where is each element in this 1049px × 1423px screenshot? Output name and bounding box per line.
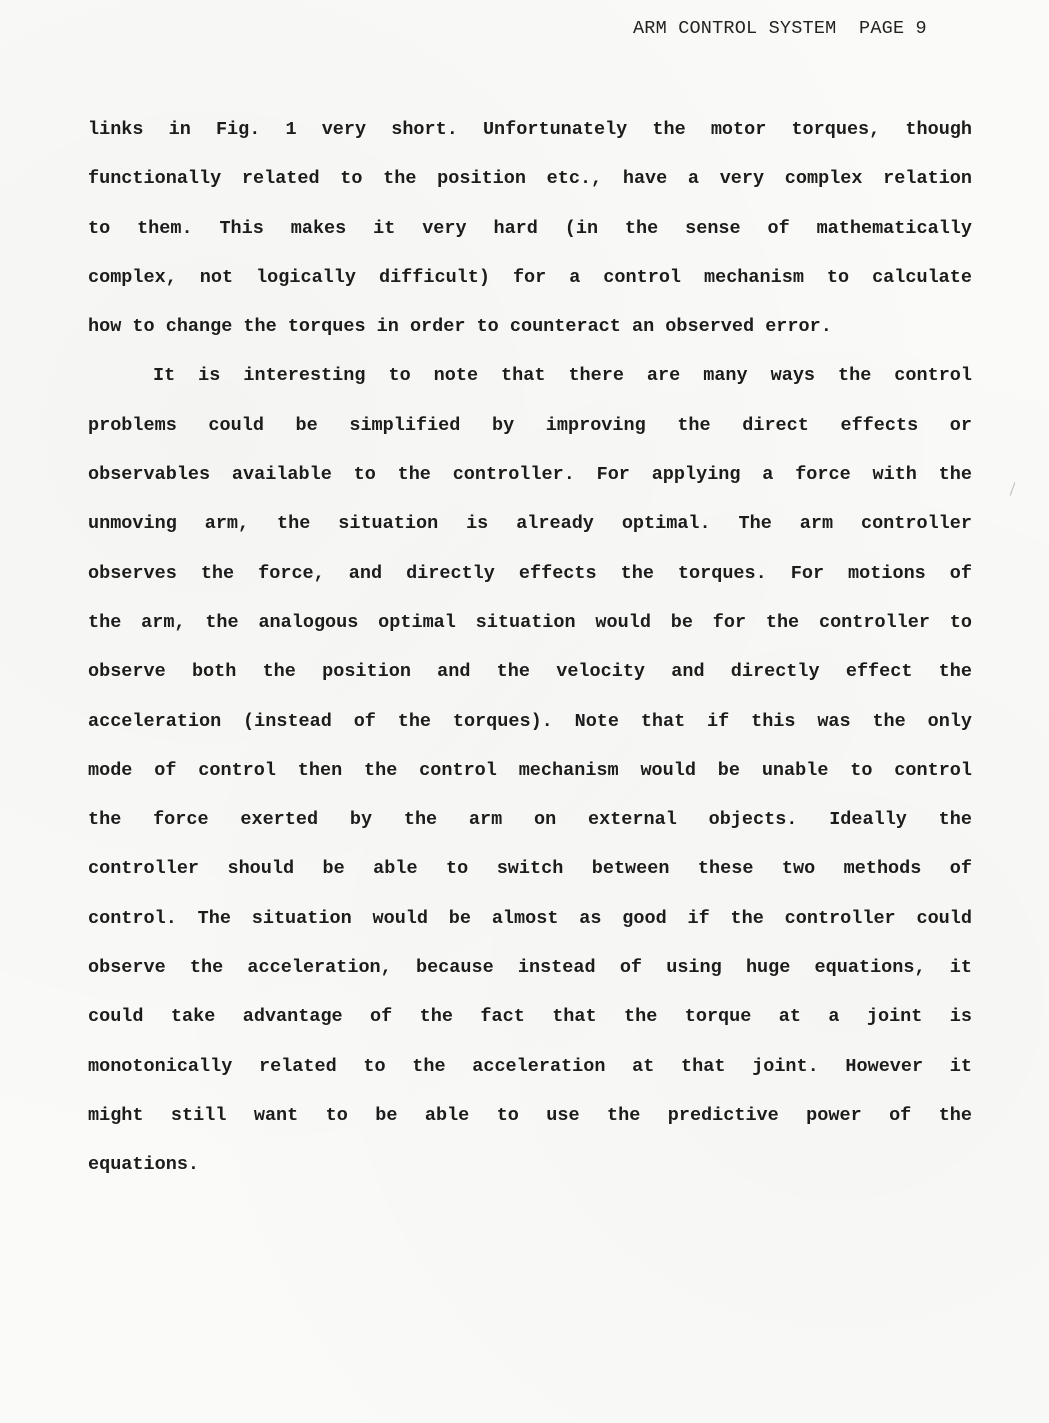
text-line: could take advantage of the fact that the torque at a joint is — [88, 1006, 972, 1028]
text-line: observe both the position and the velocity and directly effect the — [88, 661, 972, 683]
paragraph-end-line: how to change the torques in order to counteract an observed error. — [88, 316, 832, 338]
text-line: the arm, the analogous optimal situation would be for the controller to — [88, 611, 972, 633]
text-line: links in Fig. 1 very short. Unfortunately the motor torques, though — [88, 119, 972, 140]
text-line: acceleration (instead of the torques). Note that if this was the only — [88, 710, 972, 732]
text-line: functionally related to the position etc., have a very complex relation — [88, 168, 972, 190]
text-line: problems could be simplified by improving the direct effects or — [88, 414, 972, 436]
text-line: mode of control then the control mechanism would be unable to control — [88, 759, 972, 781]
text-line: controller should be able to switch between these two methods of — [88, 858, 972, 880]
text-line: the force exerted by the arm on external objects. Ideally the — [88, 809, 972, 831]
text-line: unmoving arm, the situation is already optimal. The arm controller — [88, 513, 972, 535]
text-line: might still want to be able to use the predictive power of the — [88, 1104, 972, 1126]
paragraph-start-line: It is interesting to note that there are many ways the control — [153, 365, 972, 387]
running-header — [633, 18, 927, 39]
header-title: ARM CONTROL SYSTEM — [633, 18, 837, 39]
text-line: observables available to the controller. For applying a force with the — [88, 464, 972, 486]
text-line: control. The situation would be almost as good if the controller could — [88, 907, 972, 929]
text-line: observes the force, and directly effects the torques. For motions of — [88, 562, 972, 584]
scan-mark — [1010, 482, 1016, 495]
page-number: PAGE 9 — [859, 18, 927, 39]
text-line: to them. This makes it very hard (in the sense of mathematically — [88, 217, 972, 239]
text-line: monotonically related to the acceleration at that joint. However it — [88, 1055, 972, 1077]
body-text — [88, 112, 972, 1197]
text-line: complex, not logically difficult) for a control mechanism to calculate — [88, 266, 972, 288]
paragraph-end-line: equations. — [88, 1154, 200, 1176]
text-line: observe the acceleration, because instead of using huge equations, it — [88, 957, 972, 979]
